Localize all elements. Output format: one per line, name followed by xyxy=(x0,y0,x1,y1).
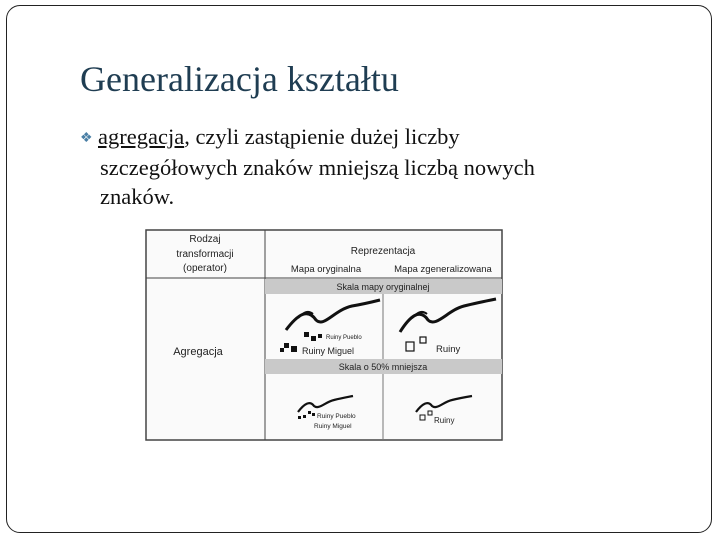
ruin-square xyxy=(280,348,284,352)
label-ruiny-small: Ruiny xyxy=(434,416,455,425)
label-ruiny-miguel-small: Ruiny Miguel xyxy=(314,423,352,430)
ruin-square xyxy=(312,413,315,416)
ruin-square xyxy=(318,334,322,338)
ruin-square xyxy=(284,343,289,348)
label-ruiny-pueblo: Ruiny Pueblo xyxy=(326,335,362,341)
band-original-label: Skala mapy oryginalnej xyxy=(336,282,430,292)
aggregation-figure xyxy=(138,222,508,444)
label-ruiny-large: Ruiny xyxy=(436,344,461,355)
bullet-line-2: szczegółowych znaków mniejszą liczbą nowych xyxy=(100,155,535,180)
bullet-list xyxy=(80,122,640,211)
bullet-term: agregacja xyxy=(98,124,185,149)
header-col1-line3: (operator) xyxy=(183,263,227,274)
bullet-line-3: znaków. xyxy=(100,184,175,209)
header-col1-line2: transformacji xyxy=(176,249,234,260)
label-ruiny-pueblo-small: Ruiny Pueblo xyxy=(317,413,356,420)
ruin-square xyxy=(298,416,301,419)
ruin-square xyxy=(308,411,311,414)
bullet-line-1 xyxy=(80,122,640,153)
header-col1-line1: Rodzaj xyxy=(189,234,221,245)
label-ruiny-miguel: Ruiny Miguel xyxy=(302,346,355,356)
aggregation-table-image xyxy=(138,222,508,444)
header-group: Reprezentacja xyxy=(350,246,416,257)
header-col-original: Mapa oryginalna xyxy=(290,264,362,275)
band-reduced-label: Skala o 50% mniejsza xyxy=(338,362,428,372)
ruin-square xyxy=(304,332,309,337)
header-col-generalized: Mapa zgeneralizowana xyxy=(394,264,492,275)
ruin-square xyxy=(291,346,297,352)
bullet-icon: ❖ xyxy=(80,131,93,146)
slide-title: Generalizacja kształtu xyxy=(80,59,399,99)
bullet-text-1: , czyli zastąpienie dużej liczby xyxy=(184,124,460,149)
row-label-aggregation: Agregacja xyxy=(173,346,223,358)
ruin-square xyxy=(303,415,306,418)
table-frame xyxy=(146,230,502,440)
ruin-square xyxy=(311,336,316,341)
